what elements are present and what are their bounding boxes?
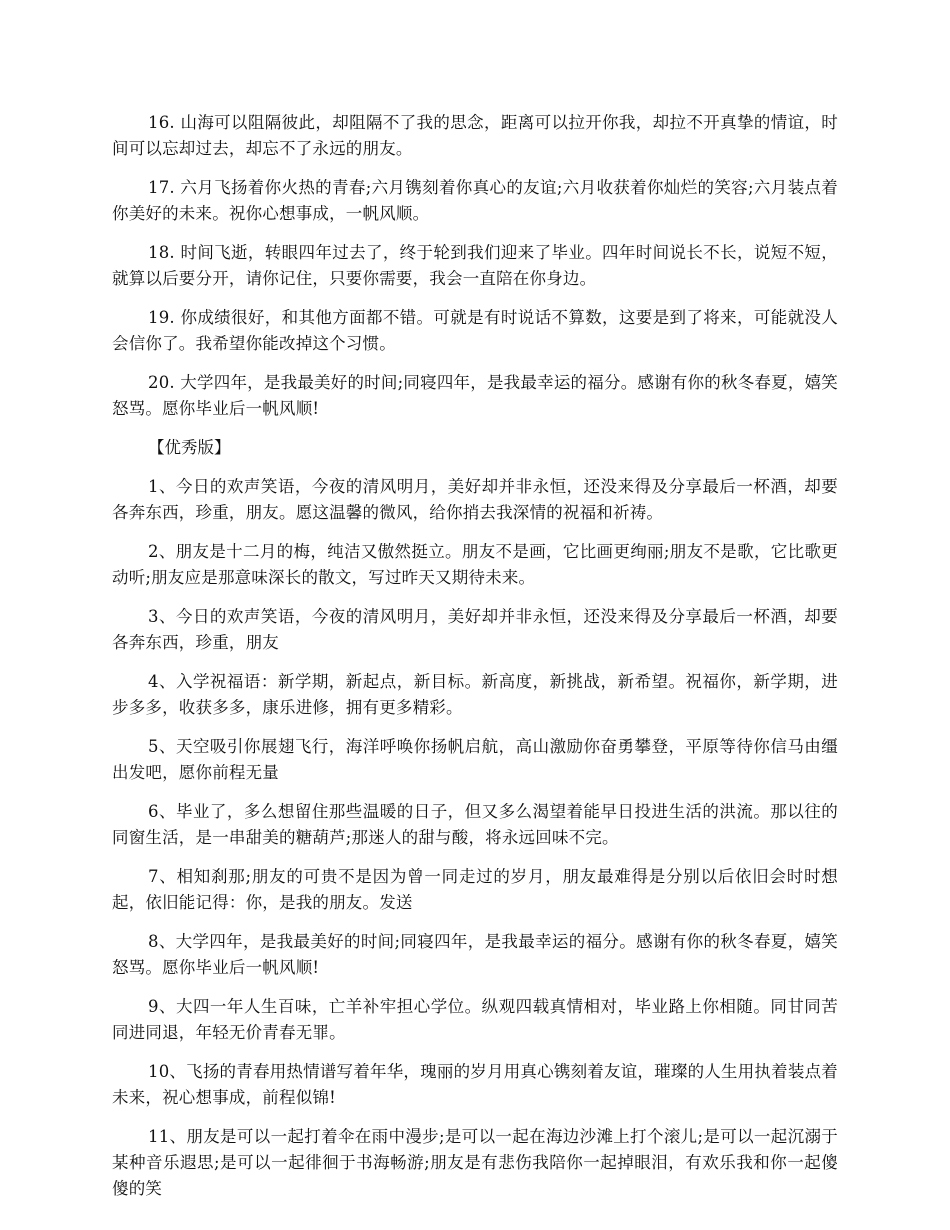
- paragraph-excellent-10: 10、飞扬的青春用热情谱写着年华，瑰丽的岁月用真心镌刻着友谊，璀璨的人生用执着装点着未来，祝心想事成，前程似锦!: [112, 1062, 838, 1107]
- document-body: [112, 110, 838, 1215]
- paragraph-excellent-1: 1、今日的欢声笑语，今夜的清风明月，美好却并非永恒，还没来得及分享最后一杯酒，却要各奔东西，珍重，朋友。愿这温馨的微风，给你捎去我深情的祝福和祈祷。: [112, 477, 838, 522]
- paragraph-item-16: 16. 山海可以阻隔彼此，却阻隔不了我的思念，距离可以拉开你我，却拉不开真挚的情谊，时间可以忘却过去，却忘不了永远的朋友。: [112, 113, 838, 158]
- paragraph-item-18: 18. 时间飞逝，转眼四年过去了，终于轮到我们迎来了毕业。四年时间说长不长，说短不短，就算以后要分开，请你记住，只要你需要，我会一直陪在你身边。: [112, 243, 838, 288]
- paragraph-excellent-2: 2、朋友是十二月的梅，纯洁又傲然挺立。朋友不是画，它比画更绚丽;朋友不是歌，它比歌更动听;朋友应是那意味深长的散文，写过昨天又期待未来。: [112, 542, 838, 587]
- paragraph-excellent-5: 5、天空吸引你展翅飞行，海洋呼唤你扬帆启航，高山激励你奋勇攀登，平原等待你信马由缰 出发吧，愿你前程无量: [112, 737, 838, 782]
- paragraph-excellent-6: 6、毕业了，多么想留住那些温暖的日子，但又多么渴望着能早日投进生活的洪流。那以往的同窗生活，是一串甜美的糖葫芦;那迷人的甜与酸，将永远回味不完。: [112, 802, 838, 847]
- paragraph-excellent-3: 3、今日的欢声笑语，今夜的清风明月，美好却并非永恒，还没来得及分享最后一杯酒，却要各奔东西，珍重，朋友: [112, 607, 838, 652]
- section-heading: 【优秀版】: [148, 438, 231, 457]
- paragraph-excellent-11: 11、朋友是可以一起打着伞在雨中漫步;是可以一起在海边沙滩上打个滚儿;是可以一起沉溺于某种音乐遐思;是可以一起徘徊于书海畅游;朋友是有悲伤我陪你一起掉眼泪，有欢乐我和你一起傻傻的笑: [112, 1127, 838, 1198]
- paragraph-excellent-8: 8、大学四年，是我最美好的时间;同寝四年，是我最幸运的福分。感谢有你的秋冬春夏，嬉笑怒骂。愿你毕业后一帆风顺!: [112, 932, 838, 977]
- paragraph-item-19: 19. 你成绩很好，和其他方面都不错。可就是有时说话不算数，这要是到了将来，可能就没人会信你了。我希望你能改掉这个习惯。: [112, 308, 838, 353]
- paragraph-excellent-4: 4、入学祝福语：新学期，新起点，新目标。新高度，新挑战，新希望。祝福你，新学期，进步多多，收获多多，康乐进修，拥有更多精彩。: [112, 672, 838, 717]
- paragraph-excellent-9: 9、大四一年人生百味，亡羊补牢担心学位。纵观四载真情相对，毕业路上你相随。同甘同苦同进同退，年轻无价青春无罪。: [112, 997, 838, 1042]
- paragraph-item-17: 17. 六月飞扬着你火热的青春;六月镌刻着你真心的友谊;六月收获着你灿烂的笑容;六月装点着你美好的未来。祝你心想事成，一帆风顺。: [112, 178, 838, 223]
- paragraph-item-20: 20. 大学四年，是我最美好的时间;同寝四年，是我最幸运的福分。感谢有你的秋冬春夏，嬉笑怒骂。愿你毕业后一帆风顺!: [112, 373, 838, 418]
- paragraph-excellent-7: 7、相知刹那;朋友的可贵不是因为曾一同走过的岁月，朋友最难得是分别以后依旧会时时想起，依旧能记得：你，是我的朋友。发送: [112, 867, 838, 912]
